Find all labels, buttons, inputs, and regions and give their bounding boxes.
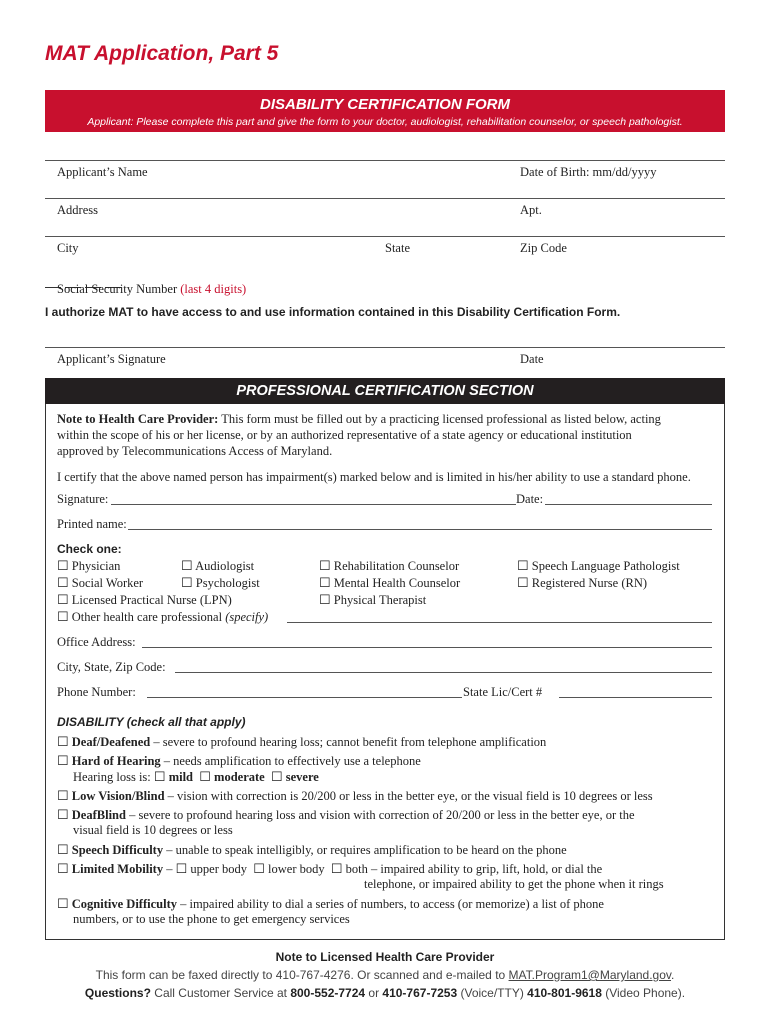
license-field[interactable]: [559, 697, 712, 698]
form-title: DISABILITY CERTIFICATION FORM: [260, 96, 510, 113]
dob-label: Date of Birth: mm/dd/yyyy: [520, 165, 657, 179]
option-rehab-counselor[interactable]: [319, 558, 459, 574]
apt-label: Apt.: [520, 203, 542, 217]
checkbox-icon[interactable]: ☐: [57, 861, 69, 876]
email-link[interactable]: MAT.Program1@Maryland.gov: [508, 968, 672, 982]
option-psychologist[interactable]: [181, 575, 260, 591]
questions-label: Questions?: [84, 986, 151, 1000]
applicant-name-field[interactable]: [45, 160, 725, 198]
checkbox-icon[interactable]: ☐: [319, 558, 331, 573]
checkbox-icon[interactable]: ☐: [253, 861, 265, 876]
instructions: Applicant: Please complete this part and give the form to your doctor, audiologist, rehabilitation counselor, or speech pathologist.: [87, 116, 683, 128]
mild-option[interactable]: mild: [168, 770, 193, 784]
certify-statement: I certify that the above named person has impairment(s) marked below and is limited in his/her ability to use a standard phone.: [57, 470, 691, 484]
applicant-name-label: Applicant’s Name: [57, 165, 148, 179]
upper-body-option[interactable]: upper body: [190, 862, 247, 876]
prof-signature-label: Signature:: [57, 492, 109, 506]
disability-label: Limited Mobility: [71, 862, 164, 876]
phone-1: 800-552-7724: [290, 986, 366, 1000]
disability-desc: – impaired ability to dial a series of numbers, to access (or memorize) a list of phone: [176, 897, 604, 911]
disability-desc: – unable to speak intelligibly, or requires amplification to be heard on the phone: [163, 843, 567, 857]
cognitive-desc-line2: numbers, or to use the phone to get emergency services: [73, 912, 350, 926]
checkbox-icon[interactable]: ☐: [270, 769, 283, 784]
option-social-worker[interactable]: [57, 575, 143, 591]
disability-label: Cognitive Difficulty: [71, 897, 177, 911]
provider-note-text: This form must be filled out by a practicing licensed professional as listed below, acting: [218, 412, 661, 426]
other-specify-field[interactable]: [287, 622, 712, 623]
city-state-zip-field[interactable]: [45, 236, 725, 272]
form-title-bar: [45, 90, 725, 132]
printed-name-field[interactable]: [128, 529, 712, 530]
checkbox-icon[interactable]: ☐: [330, 861, 343, 876]
provider-note-line3: approved by Telecommunications Access of Maryland.: [57, 444, 333, 458]
prof-signature-field[interactable]: [111, 504, 516, 505]
city-label: City: [57, 241, 79, 255]
lower-body-option[interactable]: lower body: [268, 862, 325, 876]
disability-speech[interactable]: [57, 842, 567, 858]
option-physician[interactable]: [57, 558, 120, 574]
option-label: Physician: [71, 559, 121, 573]
checkbox-icon[interactable]: ☐: [57, 788, 69, 803]
checkbox-icon[interactable]: ☐: [57, 753, 69, 768]
office-address-label: Office Address:: [57, 635, 136, 649]
disability-hard-of-hearing[interactable]: [57, 753, 421, 769]
checkbox-icon[interactable]: ☐: [57, 807, 69, 822]
checkbox-icon[interactable]: ☐: [57, 592, 69, 607]
deafblind-desc-line2: visual field is 10 degrees or less: [73, 823, 233, 837]
fax-text: This form can be faxed directly to 410-767-4276. Or scanned and e-mailed to: [95, 968, 509, 982]
checkbox-icon[interactable]: ☐: [319, 575, 331, 590]
checkbox-icon[interactable]: ☐: [57, 575, 69, 590]
checkbox-icon[interactable]: ☐: [517, 558, 529, 573]
disability-deafblind[interactable]: [57, 807, 635, 823]
state-label: State: [385, 241, 410, 255]
option-label: Mental Health Counselor: [333, 576, 461, 590]
disability-desc: – vision with correction is 20/200 or less in the better eye, or the visual field is 10 degrees or less: [164, 789, 653, 803]
provider-note-label: Note to Health Care Provider:: [57, 412, 219, 426]
zip-label: Zip Code: [520, 241, 567, 255]
phone-number-label: Phone Number:: [57, 685, 136, 699]
moderate-option[interactable]: moderate: [214, 770, 265, 784]
option-speech-pathologist[interactable]: [517, 558, 680, 574]
option-label: Registered Nurse (RN): [531, 576, 648, 590]
other-specify-label: (specify): [225, 610, 269, 624]
option-label: Licensed Practical Nurse (LPN): [71, 593, 232, 607]
disability-label: DeafBlind: [71, 808, 126, 822]
disability-cognitive[interactable]: [57, 896, 604, 912]
both-option[interactable]: both – impaired ability to grip, lift, hold, or dial the: [345, 862, 603, 876]
checkbox-icon[interactable]: ☐: [319, 592, 331, 607]
applicant-date-label: Date: [520, 352, 544, 366]
questions-text: Call Customer Service at: [150, 986, 291, 1000]
disability-desc: – severe to profound hearing loss and vision with correction of 20/200 or less in the better eye, or the: [125, 808, 635, 822]
check-one-label: Check one:: [57, 542, 122, 556]
city-state-zip-label: City, State, Zip Code:: [57, 660, 166, 674]
checkbox-icon[interactable]: ☐: [517, 575, 529, 590]
ssn-note: (last 4 digits): [180, 282, 247, 296]
disability-label: Speech Difficulty: [71, 843, 164, 857]
checkbox-icon[interactable]: ☐: [57, 734, 69, 749]
option-lpn[interactable]: [57, 592, 232, 608]
disability-low-vision[interactable]: [57, 788, 653, 804]
disability-desc: – severe to profound hearing loss; cannot benefit from telephone amplification: [150, 735, 547, 749]
disability-label: Deaf/Deafened: [71, 735, 151, 749]
option-label: Physical Therapist: [333, 593, 427, 607]
hearing-loss-label: Hearing loss is:: [73, 770, 151, 784]
disability-mobility[interactable]: ☐ Limited Mobility – ☐ upper body ☐ lower body ☐ both – impaired ability to grip, lift, hold, or dial the: [57, 861, 603, 876]
option-label: Other health care professional: [71, 610, 223, 624]
address-field[interactable]: [45, 198, 725, 236]
severe-option[interactable]: severe: [285, 770, 319, 784]
checkbox-icon[interactable]: ☐: [175, 861, 188, 876]
disability-label: Low Vision/Blind: [71, 789, 165, 803]
option-audiologist[interactable]: [181, 558, 254, 574]
applicant-signature-label: Applicant’s Signature: [57, 352, 166, 366]
option-registered-nurse[interactable]: [517, 575, 647, 591]
license-label: State Lic/Cert #: [463, 685, 543, 699]
prof-date-field[interactable]: [545, 504, 712, 505]
signature-line: [45, 347, 725, 348]
option-label: Rehabilitation Counselor: [333, 559, 460, 573]
professional-section-title: PROFESSIONAL CERTIFICATION SECTION: [45, 378, 725, 404]
disability-desc: – needs amplification to effectively use a telephone: [160, 754, 421, 768]
ssn-label-text: Social Security Number: [57, 282, 178, 296]
disability-label: Hard of Hearing: [71, 754, 161, 768]
video-text: (Video Phone).: [601, 986, 686, 1000]
checkbox-icon[interactable]: ☐: [153, 769, 166, 784]
checkbox-icon[interactable]: ☐: [57, 842, 69, 857]
address-label: Address: [57, 203, 98, 217]
office-address-field[interactable]: [142, 647, 712, 648]
disability-deaf[interactable]: [57, 734, 546, 750]
footer-fax-line: [0, 968, 770, 982]
footer-note-title: Note to Licensed Health Care Provider: [275, 950, 495, 964]
provider-note-line1: [57, 412, 661, 427]
phone-2: 410-767-7253: [382, 986, 458, 1000]
disability-heading: DISABILITY (check all that apply): [57, 715, 246, 729]
authorize-statement: I authorize MAT to have access to and use information contained in this Disability Certification Form.: [45, 305, 621, 319]
checkbox-icon[interactable]: ☐: [57, 609, 69, 624]
checkbox-icon[interactable]: ☐: [181, 558, 193, 573]
phone-3: 410-801-9618: [527, 986, 602, 1000]
fax-end: .: [671, 968, 675, 982]
option-mental-health[interactable]: [319, 575, 460, 591]
both-desc-line2: telephone, or impaired ability to get the phone when it rings: [364, 877, 664, 891]
tty-text: (Voice/TTY): [457, 986, 528, 1000]
option-label: Speech Language Pathologist: [531, 559, 680, 573]
ssn-label: [57, 282, 246, 297]
checkbox-icon[interactable]: ☐: [181, 575, 193, 590]
prof-city-state-zip-field[interactable]: [175, 672, 712, 673]
checkbox-icon[interactable]: ☐: [199, 769, 211, 784]
printed-name-label: Printed name:: [57, 517, 127, 531]
option-physical-therapist[interactable]: [319, 592, 426, 608]
or-text: or: [365, 986, 383, 1000]
footer-questions-line: [0, 986, 770, 1000]
option-label: Audiologist: [195, 559, 255, 573]
prof-date-label: Date:: [516, 492, 544, 506]
provider-note-line2: within the scope of his or her license, or by an authorized representative of a state agency or educational institution: [57, 428, 632, 442]
checkbox-icon[interactable]: ☐: [57, 896, 69, 911]
hearing-loss-row: [73, 769, 319, 785]
checkbox-icon[interactable]: ☐: [57, 558, 69, 573]
option-other[interactable]: [57, 609, 268, 625]
applicant-signature-field[interactable]: [45, 330, 725, 347]
option-label: Psychologist: [195, 576, 260, 590]
page-title: MAT Application, Part 5: [45, 42, 279, 65]
option-label: Social Worker: [71, 576, 144, 590]
phone-number-field[interactable]: [147, 697, 462, 698]
